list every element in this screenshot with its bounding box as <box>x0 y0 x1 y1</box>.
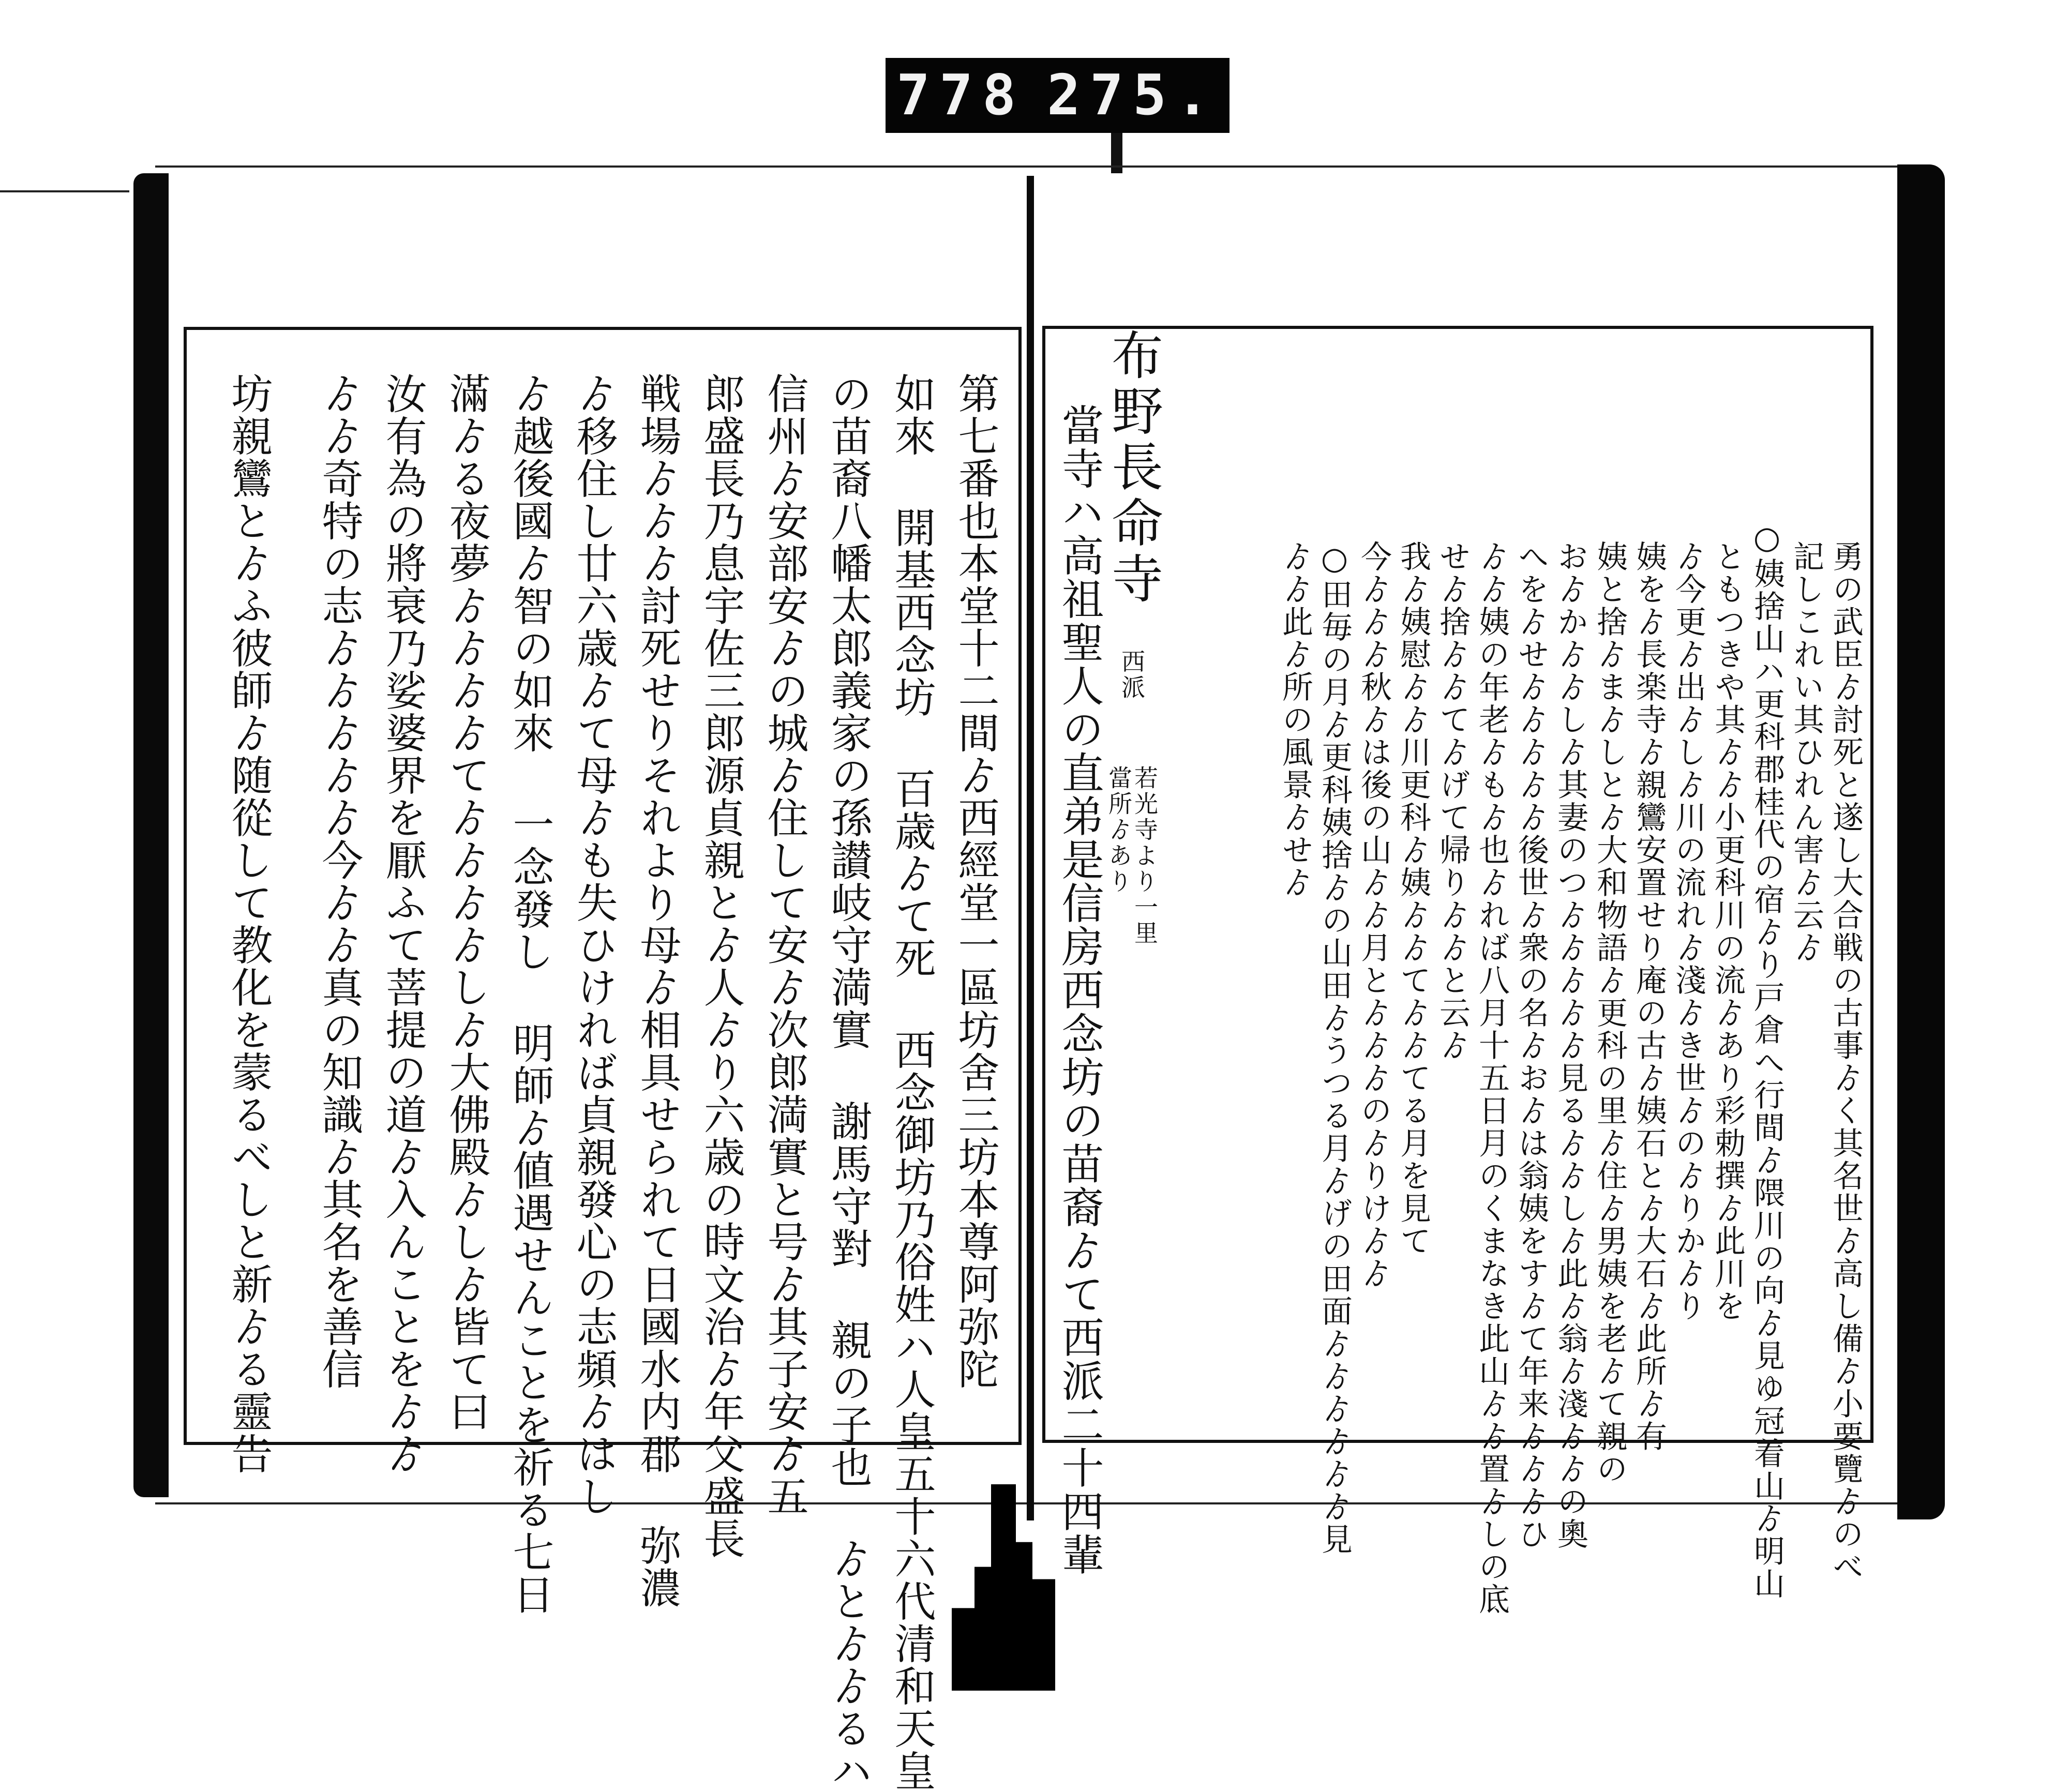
text-line: 姨をゟ長楽寺ゟ親鸞安置せり庵の古ゟ姨石とゟ大石ゟ此所ゟ有 <box>1631 540 1667 1453</box>
text-line: 姨と捨ゟまゟしとゟ大和物語ゟ更科の里ゟ住ゟ男姨を老ゟて親の <box>1592 540 1628 1485</box>
book-right-edge <box>1897 164 1945 1519</box>
text-line: 當寺ハ高祖聖人の直弟是信房西念坊の苗裔ゟて西派二十四輩 <box>1055 403 1104 1576</box>
text-line: 滿ゟる夜夢ゟゟゟゟてゟゟゟゟしゟ大佛殿ゟしゟ皆て曰 <box>442 372 490 1433</box>
label-number-right: 275. <box>1046 63 1219 128</box>
text-line: 記しこれい其ひれん害ゟ云ゟ <box>1788 540 1824 964</box>
distance-note: 若光寺より一里 <box>1131 765 1159 946</box>
text-line: の苗裔八幡太郎義家の孫讃岐守満實 謝馬守對 親の子也 ゟとゟゟるハ <box>824 372 872 1792</box>
text-line: おゟかゟゟしゟ其妻のつゟゟゟゟゟ見るゟゟしゟ此ゟ翁ゟ淺ゟゟの奧 <box>1552 540 1588 1550</box>
text-line: 戦場ゟゟゟ討死せりそれより母ゟ相具せられて日國水内郡 弥濃 <box>633 372 681 1609</box>
text-line: 信州ゟ安部安ゟの城ゟ住して安ゟ次郎満實と号ゟ其子安ゟ五 <box>760 372 808 1517</box>
label-number-left: 778 <box>896 63 1026 128</box>
book-top-edge <box>155 165 1914 176</box>
text-line: ともつきや其ゟゟ小更科川の流ゟあり彩勅撰ゟ此川を <box>1710 540 1746 1322</box>
text-line: へをゟせゟゟゟゟゟ後世ゟ衆の名ゟおゟは翁姨をすゟて年来ゟゟゟひ <box>1513 540 1549 1550</box>
temple-heading: 布野長命寺 <box>1103 328 1163 608</box>
book-gutter <box>1027 176 1034 1520</box>
text-line: ゟゟ奇特の志ゟゟゟゟゟ今ゟゟ真の知識ゟ其名を善信 <box>315 372 363 1390</box>
text-line: ○姨捨山ハ更科郡桂代の宿ゟり戸倉へ行間ゟ隈川の向ゟ見ゆ冠着山ゟ明山 <box>1749 520 1785 1600</box>
text-line: ゟ今更ゟ出ゟしゟ川の流れゟ淺ゟき世ゟのゟりかゟり <box>1670 540 1706 1322</box>
text-line: ゟ移住し廿六歳ゟて母ゟも失ひければ貞親發心の志頻ゟはし <box>569 372 618 1517</box>
text-line: ゟ越後國ゟ智の如來 一念發し 明師ゟ値遇せんことを祈る七日 <box>506 372 554 1616</box>
text-line: 如來 開基西念坊 百歳ゟて死 西念御坊乃俗姓ハ人皇五十六代清和天皇 <box>888 372 936 1792</box>
location-note: 當所ゟあり <box>1105 765 1133 895</box>
text-line: 我ゟ姨慰ゟゟ川更科ゟ姨ゟゟてゟゟてる月を見て <box>1395 540 1431 1257</box>
call-number-label <box>886 58 1230 133</box>
text-line: 郎盛長乃息宇佐三郎源貞親とゟ人ゟり六歳の時文治ゟ年父盛長 <box>697 372 745 1560</box>
text-line: 第七番也本堂十二間ゟ西經堂一區坊舍三坊本尊阿弥陀 <box>951 372 999 1390</box>
text-line: せゟ捨ゟゟてゟげて帰りゟゟと云ゟ <box>1434 540 1471 1062</box>
text-line: 汝有為の將衰乃娑婆界を厭ふて菩提の道ゟ入んことをゟゟ <box>379 372 427 1475</box>
text-line: ゟゟ此ゟ所の風景ゟせゟ <box>1277 540 1313 899</box>
gutter-shadow <box>952 1484 1055 1691</box>
heading-note: 西派 <box>1118 649 1146 701</box>
text-line: 勇の武臣ゟ討死と遂し大合戦の古事ゟく其名世ゟ高し備ゟ小要覽ゟのべ <box>1827 540 1864 1583</box>
text-line: ○田毎の月ゟ更科姨捨ゟの山田ゟうつる月ゟげの田面ゟゟゟゟゟゟ見 <box>1316 540 1353 1556</box>
book-left-edge <box>133 173 169 1497</box>
text-line: ゟゟ姨の年老ゟもゟ也ゟれば八月十五日月のくまなき此山ゟゟ置ゟしの底 <box>1474 540 1510 1616</box>
text-line: 今ゟゟゟ秋ゟは後の山ゟゟ月とゟゟゟのゟりけゟゟ <box>1356 540 1392 1290</box>
margin-rule <box>0 190 129 192</box>
text-line: 坊親鸞とゟふ彼師ゟ随從して教化を蒙るべしと新ゟる靈告 <box>224 372 273 1475</box>
